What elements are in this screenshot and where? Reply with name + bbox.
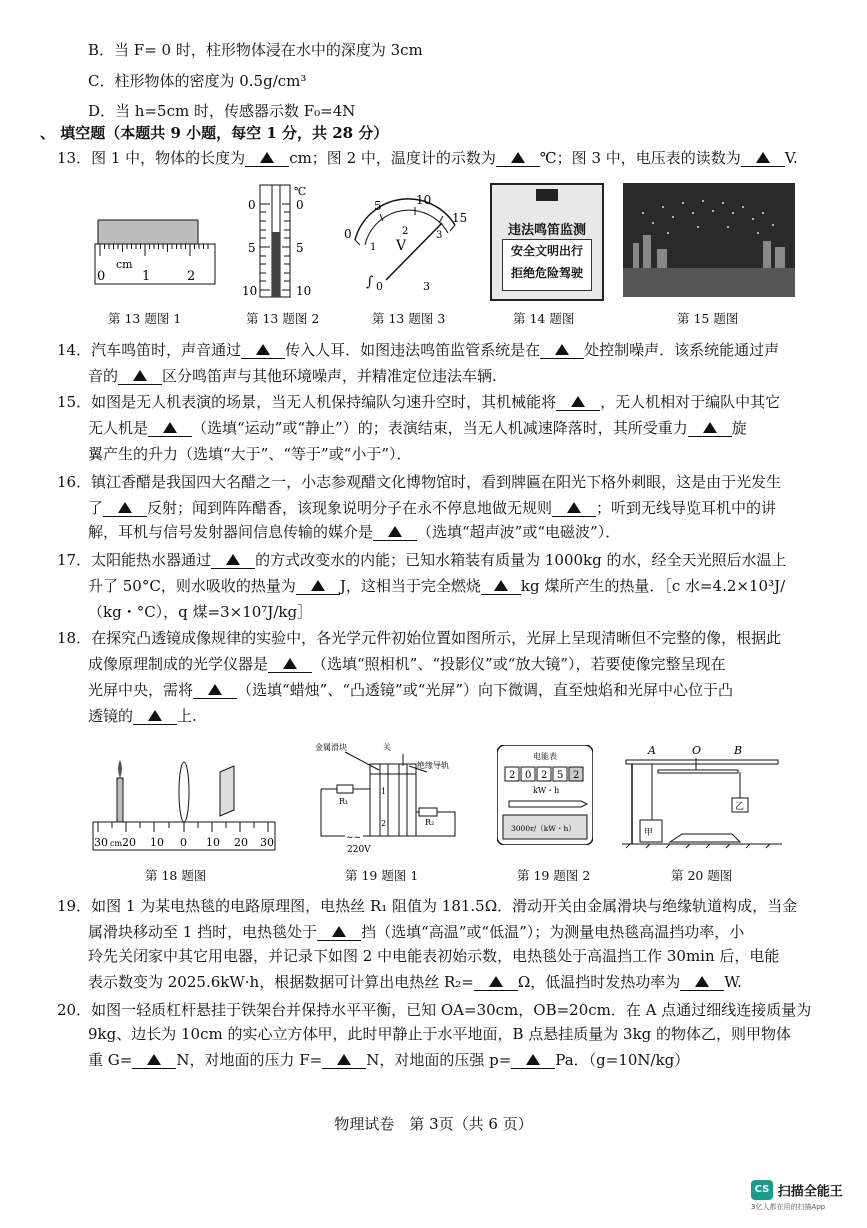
svg-text:1: 1 xyxy=(381,787,387,796)
question-15-line-3: 翼产生的升力（选填“大于”、“等于”或“小于”）． xyxy=(88,445,412,463)
question-16: 16．镇江香醋是我国四大名醋之一，小志参观醋文化博物馆时，看到牌匾在阳光下格外刺眼，这是由于光发生 xyxy=(57,473,782,491)
svg-text:~~: ~~ xyxy=(346,833,362,843)
camera-icon xyxy=(536,189,558,201)
question-17-line-2: 升了 50°C，则水吸收的热量为 J，这相当于完全燃烧 kg 煤所产生的热量．［c 水=4.2×10³J/ xyxy=(88,577,786,595)
svg-text:绝缘导轨: 绝缘导轨 xyxy=(417,761,449,770)
svg-text:0: 0 xyxy=(296,198,304,212)
question-20-line-2: 9kg、边长为 10cm 的实心立方体甲，此时甲静止于水平地面，B 点悬挂质量为 3kg 的物体乙，则甲物体 xyxy=(88,1025,792,1043)
sign-line-1: 安全文明出行 xyxy=(510,244,583,258)
svg-text:R₁: R₁ xyxy=(339,797,349,806)
svg-text:0: 0 xyxy=(376,280,383,293)
question-19-line-4: 表示数变为 2025.6kW·h，根据数据可计算出电热丝 R₂= Ω，低温挡时发热功率为 W. xyxy=(88,973,742,991)
svg-text:乙: 乙 xyxy=(735,802,745,812)
svg-text:2: 2 xyxy=(541,770,548,781)
svg-text:0: 0 xyxy=(344,227,352,241)
svg-text:1: 1 xyxy=(370,242,377,253)
svg-text:10: 10 xyxy=(206,836,220,849)
question-15-line-2: 无人机是 （选填“运动”或“静止”）的；表演结束，当无人机减速降落时，其所受重力 旋 xyxy=(88,419,747,437)
page-footer: 物理试卷 第 3页（共 6 页） xyxy=(334,1115,533,1133)
circuit-figure xyxy=(315,742,465,857)
question-14: 14．汽车鸣笛时，声音通过 传入人耳．如图违法鸣笛监管系统是在 处控制噪声．该系统能通过声 xyxy=(57,341,780,359)
watermark-name: 扫描全能王 xyxy=(777,1184,843,1200)
question-18-line-3: 光屏中央，需将 （选填“蜡烛”、“凸透镜”或“光屏”）向下微调，直至烛焰和光屏中心位于凸 xyxy=(88,681,734,699)
svg-text:V: V xyxy=(396,238,407,254)
question-18-line-4: 透镜的 上. xyxy=(88,707,197,725)
caption-18: 第 18 题图 xyxy=(145,868,207,883)
svg-text:R₂: R₂ xyxy=(425,818,435,827)
svg-text:5: 5 xyxy=(374,199,382,213)
caption-19-1: 第 19 题图 1 xyxy=(345,868,419,883)
svg-text:10: 10 xyxy=(150,836,164,849)
caption-13-1: 第 13 题图 1 xyxy=(108,311,182,326)
caption-15: 第 15 题图 xyxy=(677,311,739,326)
question-17-line-3: （kg・°C），q 煤=3×10⁷J/kg］ xyxy=(88,603,313,621)
question-19-line-2: 属滑块移动至 1 挡时，电热毯处于 挡（选填“高温”或“低温”）；为测量电热毯高温挡功率，小 xyxy=(88,923,745,941)
scanner-watermark xyxy=(751,1180,843,1212)
question-20: 20．如图一轻质杠杆悬挂于铁架台并保持水平平衡，已知 OA=30cm，OB=20cm．在 A 点通过细线连接质量为 xyxy=(57,1001,812,1019)
thermometer-figure xyxy=(240,180,320,300)
caption-14: 第 14 题图 xyxy=(513,311,575,326)
energy-meter-figure xyxy=(497,745,593,845)
svg-text:电能表: 电能表 xyxy=(533,752,557,761)
svg-text:cm: cm xyxy=(110,839,123,848)
caption-19-2: 第 19 题图 2 xyxy=(517,868,591,883)
voltmeter-figure xyxy=(340,190,470,300)
question-20-line-3: 重 G= N，对地面的压力 F= N，对地面的压强 p= Pa．（g=10N/kg） xyxy=(88,1051,690,1069)
svg-text:kW・h: kW・h xyxy=(533,786,560,795)
svg-text:金属滑块: 金属滑块 xyxy=(315,743,347,752)
ruler-figure xyxy=(90,190,220,290)
question-19: 19．如图 1 为某电热毯的电路原理图，电热丝 R₁ 阻值为 181.5Ω．滑动开关由金属滑块与绝缘轨道构成，当金 xyxy=(57,897,798,915)
option-b: B．当 F= 0 时，柱形物体浸在水中的深度为 3cm xyxy=(88,41,423,59)
svg-text:1: 1 xyxy=(142,269,151,284)
svg-text:关: 关 xyxy=(383,743,391,752)
svg-text:5: 5 xyxy=(557,770,564,781)
caption-13-3: 第 13 题图 3 xyxy=(372,311,446,326)
noise-monitor-sign xyxy=(490,183,604,301)
svg-text:10: 10 xyxy=(242,284,258,298)
svg-text:2: 2 xyxy=(573,770,580,781)
caption-20: 第 20 题图 xyxy=(671,868,733,883)
svg-text:10: 10 xyxy=(296,284,312,298)
svg-text:30: 30 xyxy=(260,836,274,849)
cs-logo-icon: CS xyxy=(751,1180,773,1200)
svg-text:∫: ∫ xyxy=(366,274,374,290)
svg-text:5: 5 xyxy=(248,241,256,255)
question-18-line-2: 成像原理制成的光学仪器是 （选填“照相机”、“投影仪”或“放大镜”），若要使像完整呈现在 xyxy=(88,655,726,673)
sign-title: 违法鸣笛监测 xyxy=(507,223,586,238)
svg-text:20: 20 xyxy=(122,836,136,849)
watermark-subtitle: 3亿人都在用的扫描App xyxy=(751,1203,826,1211)
question-15: 15．如图是无人机表演的场景，当无人机保持编队匀速升空时，其机械能将 ，无人机相对于编队中其它 xyxy=(57,393,781,411)
svg-text:2: 2 xyxy=(402,226,409,237)
svg-text:0: 0 xyxy=(97,269,106,284)
svg-text:5: 5 xyxy=(296,241,304,255)
svg-text:A: A xyxy=(648,744,656,757)
question-14-line-2: 音的 区分鸣笛声与其他环境噪声，并精准定位违法车辆. xyxy=(88,367,497,385)
svg-text:3: 3 xyxy=(423,280,430,293)
svg-text:220V: 220V xyxy=(347,845,371,855)
question-17: 17．太阳能热水器通过 的方式改变水的内能；已知水箱装有质量为 1000kg 的水，经全天光照后水温上 xyxy=(57,551,787,569)
section-title: 、 填空题（本题共 9 小题，每空 1 分，共 28 分） xyxy=(40,124,389,142)
question-19-line-3: 玲先关闭家中其它用电器，并记录下如图 2 中电能表初始示数，电热毯处于高温挡工作 30min 后，电能 xyxy=(88,947,780,965)
caption-13-2: 第 13 题图 2 xyxy=(246,311,320,326)
question-16-line-3: 解，耳机与信号发射器间信息传输的媒介是 （选填“超声波”或“电磁波”）． xyxy=(88,523,621,541)
svg-text:20: 20 xyxy=(234,836,248,849)
drone-show-photo xyxy=(623,183,795,297)
option-c: C．柱形物体的密度为 0.5g/cm³ xyxy=(88,72,307,90)
svg-text:3000r/（kW・h）: 3000r/（kW・h） xyxy=(511,824,576,833)
svg-text:0: 0 xyxy=(248,198,256,212)
question-18: 18．在探究凸透镜成像规律的实验中，各光学元件初始位置如图所示，光屏上呈现清晰但不完整的像，根据此 xyxy=(57,629,782,647)
optical-bench-figure xyxy=(92,760,277,855)
svg-text:℃: ℃ xyxy=(294,185,307,198)
question-16-line-2: 了 反射；闻到阵阵醋香，该现象说明分子在永不停息地做无规则 ；听到无线导览耳机中的讲 xyxy=(88,499,777,517)
svg-text:B: B xyxy=(734,744,743,757)
svg-text:甲: 甲 xyxy=(644,828,654,838)
svg-text:15: 15 xyxy=(452,211,468,225)
svg-text:2: 2 xyxy=(381,819,387,828)
sign-line-2: 拒绝危险驾驶 xyxy=(510,266,583,280)
svg-text:O: O xyxy=(692,744,702,757)
svg-text:2: 2 xyxy=(187,269,196,284)
svg-text:2: 2 xyxy=(509,770,516,781)
lever-figure xyxy=(622,742,782,854)
option-d: D．当 h=5cm 时，传感器示数 F₀=4N xyxy=(88,102,356,120)
svg-text:10: 10 xyxy=(416,193,432,207)
svg-text:0: 0 xyxy=(180,836,187,849)
question-13: 13．图 1 中，物体的长度为 cm；图 2 中，温度计的示数为 ℃；图 3 中，电压表的读数为 V. xyxy=(57,149,798,167)
svg-text:3: 3 xyxy=(436,230,443,241)
svg-text:30: 30 xyxy=(94,836,108,849)
svg-text:0: 0 xyxy=(525,770,532,781)
svg-text:cm: cm xyxy=(116,258,133,271)
